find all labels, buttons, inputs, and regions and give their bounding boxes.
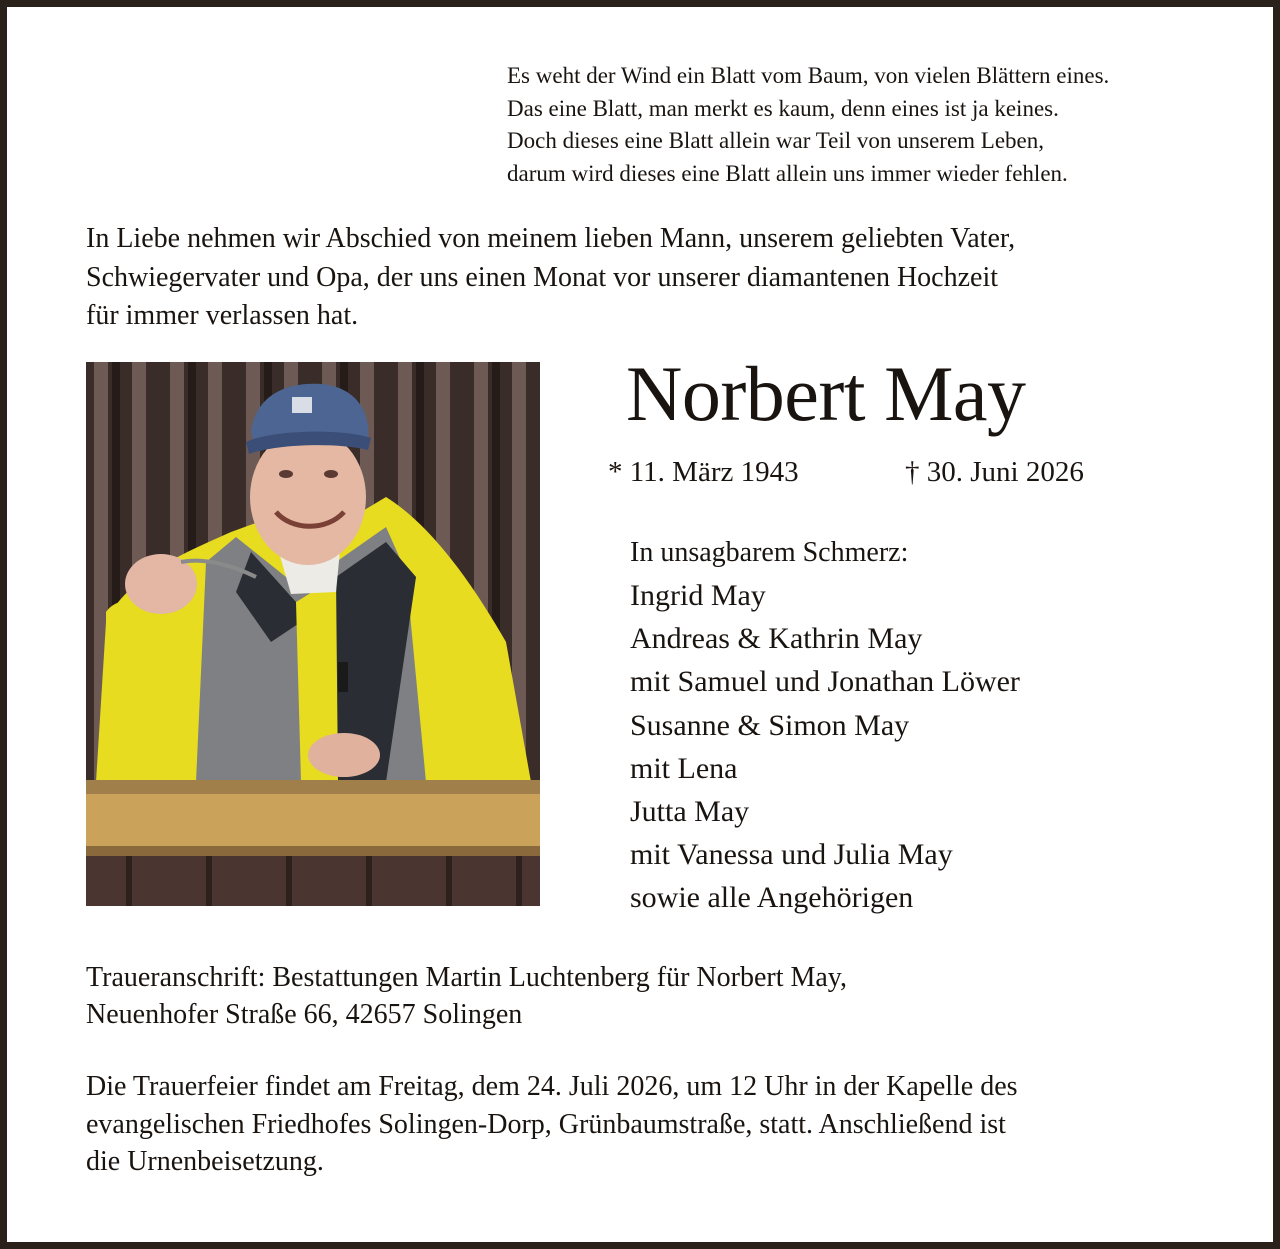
mourner-name: mit Samuel und Jonathan Löwer <box>630 665 1020 699</box>
mourner-name: Ingrid May <box>630 579 766 612</box>
service-line: evangelischen Friedhofes Solingen-Dorp, Grünbaumstraße, statt. Anschließend ist <box>86 1108 1006 1140</box>
poem-line: darum wird dieses eine Blatt allein uns immer wieder fehlen. <box>507 160 1068 186</box>
funeral-service-info <box>86 1068 1018 1181</box>
mourner-name: Jutta May <box>630 795 750 829</box>
portrait-photo <box>86 362 540 906</box>
mourner-name: Andreas & Kathrin May <box>630 622 923 656</box>
service-line: die Urnenbeisetzung. <box>86 1146 324 1177</box>
intro-line: für immer verlassen hat. <box>86 300 359 331</box>
poem <box>507 60 1109 190</box>
condolence-address <box>86 959 847 1033</box>
poem-line: Doch dieses eine Blatt allein war Teil von unserem Leben, <box>507 128 1045 153</box>
mourner-name: Susanne & Simon May <box>630 708 910 742</box>
birth-date: * 11. März 1943 <box>608 456 799 488</box>
poem-line: Es weht der Wind ein Blatt vom Baum, von vielen Blättern eines. <box>507 63 1110 88</box>
mourner-name: sowie alle Angehörigen <box>630 881 914 915</box>
intro-line: In Liebe nehmen wir Abschied von meinem lieben Mann, unserem geliebten Vater, <box>86 223 1016 254</box>
mourners-list <box>630 532 1020 920</box>
death-date: † 30. Juni 2026 <box>905 456 1084 488</box>
service-line: Die Trauerfeier findet am Freitag, dem 24. Juli 2026, um 12 Uhr in der Kapelle des <box>86 1071 1018 1102</box>
poem-line: Das eine Blatt, man merkt es kaum, denn eines ist ja keines. <box>507 95 1059 121</box>
address-line: Neuenhofer Straße 66, 42657 Solingen <box>86 999 523 1030</box>
address-line: Traueranschrift: Bestattungen Martin Luchtenberg für Norbert May, <box>86 962 847 993</box>
intro-text <box>86 220 1015 336</box>
mourner-name: mit Vanessa und Julia May <box>630 838 953 872</box>
deceased-name: Norbert May <box>626 350 1026 437</box>
mourner-name: mit Lena <box>630 751 738 785</box>
mourners-heading: In unsagbarem Schmerz: <box>630 537 909 568</box>
intro-line: Schwiegervater und Opa, der uns einen Monat vor unserer diamantenen Hochzeit <box>86 261 999 293</box>
